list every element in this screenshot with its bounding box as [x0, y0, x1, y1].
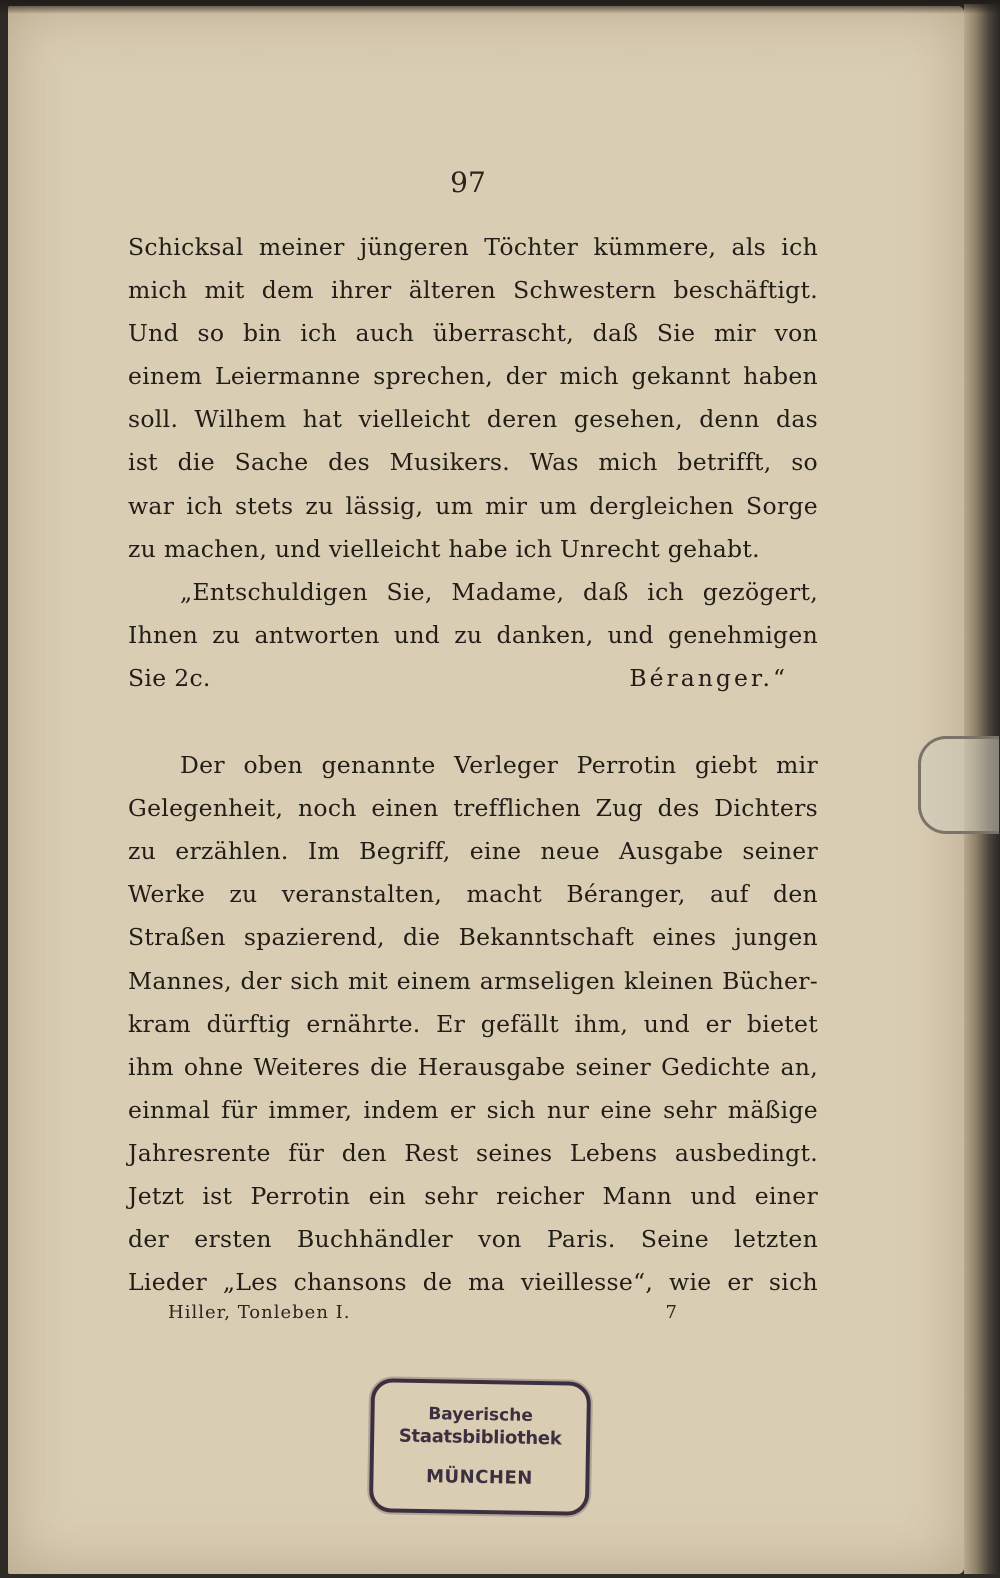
- paragraph-gap: [128, 700, 818, 744]
- library-stamp: [369, 1378, 591, 1516]
- text-line: Und so bin ich auch überrascht, daß Sie mir von: [128, 319, 818, 348]
- text-line: zu erzählen. Im Begriff, eine neue Ausgabe seiner: [128, 837, 818, 866]
- sheet-mark: 7: [665, 1302, 678, 1323]
- text-line: mich mit dem ihrer älteren Schwestern beschäftigt.: [128, 276, 818, 305]
- text-line: einem Leiermanne sprechen, der mich gekannt haben: [128, 362, 818, 391]
- text-line: Jahresrente für den Rest seines Lebens ausbedingt.: [128, 1138, 818, 1167]
- text-line: kram dürftig ernährte. Er gefällt ihm, und er bietet: [128, 1009, 818, 1038]
- text-line: ihm ohne Weiteres die Herausgabe seiner Gedichte an,: [128, 1052, 818, 1081]
- page-clip: [918, 736, 999, 834]
- text-line: ist die Sache des Musikers. Was mich betrifft, so: [128, 448, 818, 477]
- text-line: Straßen spazierend, die Bekanntschaft eines jungen: [128, 923, 818, 952]
- body-text: [128, 226, 818, 1304]
- text-line: Gelegenheit, noch einen trefflichen Zug des Dichters: [128, 794, 818, 823]
- text-line: Schicksal meiner jüngeren Töchter kümmere, als ich: [128, 233, 818, 261]
- stamp-line: Staatsbibliothek: [398, 1425, 562, 1450]
- text-line: zu machen, und vielleicht habe ich Unrecht gehabt.: [128, 534, 760, 563]
- footer-signature: Hiller, Tonleben I.: [168, 1302, 351, 1323]
- text-line: war ich stets zu lässig, um mir um dergleichen Sorge: [128, 491, 818, 520]
- text-line: Lieder „Les chansons de ma vieillesse“, wie er sich: [128, 1268, 818, 1297]
- text-line: einmal für immer, indem er sich nur eine sehr mäßige: [128, 1095, 818, 1124]
- text-line: der ersten Buchhändler von Paris. Seine letzten: [128, 1225, 818, 1254]
- text-line: Der oben genannte Verleger Perrotin giebt mir: [180, 751, 818, 780]
- text-line: Mannes, der sich mit einem armseligen kleinen Bücher-: [128, 966, 818, 995]
- text-line: „Entschuldigen Sie, Madame, daß ich gezögert,: [180, 577, 818, 606]
- page-footer: [168, 1302, 678, 1323]
- text-line: Jetzt ist Perrotin ein sehr reicher Mann und einer: [128, 1181, 818, 1210]
- book-page: [8, 6, 964, 1574]
- text-line: soll. Wilhem hat vielleicht deren gesehen, denn das: [128, 405, 818, 434]
- letter-signature: Béranger.“: [629, 663, 788, 692]
- text-line: Werke zu veranstalten, macht Béranger, auf den: [128, 880, 818, 909]
- letter-closing-line: [128, 657, 818, 700]
- stamp-line: MÜNCHEN: [425, 1466, 534, 1489]
- text-line: Ihnen zu antworten und zu danken, und genehmigen: [128, 620, 818, 649]
- closing-text: Sie 2c.: [128, 663, 211, 692]
- page-number: 97: [450, 166, 486, 199]
- stamp-line: Bayerische: [428, 1404, 534, 1426]
- top-shadow: [0, 0, 1000, 14]
